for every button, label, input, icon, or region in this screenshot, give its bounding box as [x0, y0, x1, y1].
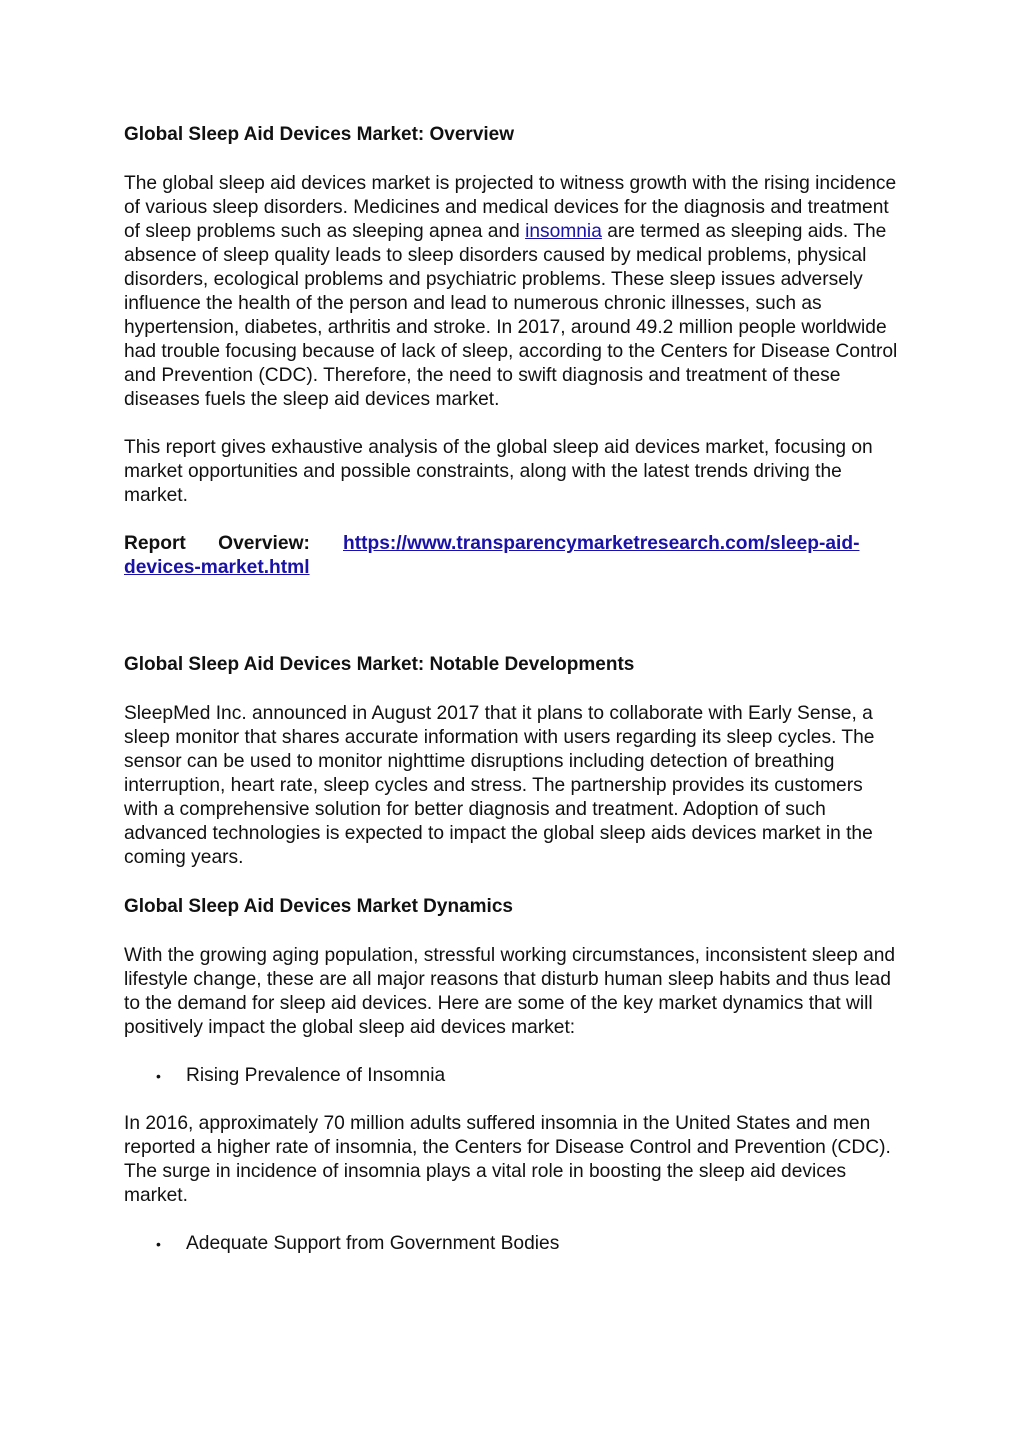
developments-heading: Global Sleep Aid Devices Market: Notable Developments: [124, 654, 635, 675]
overview-text-end: are termed as sleeping aids. The absence of sleep quality leads to sleep disorders caused by medical problems, physical disorders, ecological problems and psychiatric problems. These sleep issues adversely influence the health of the person and lead to numerous chronic illnesses, such as hypertension, diabetes, arthritis and stroke. In 2017, around 49.2 million people worldwide had trouble focusing because of lack of sleep, according to the Centers for Disease Control and Prevention (CDC). Therefore, the need to swift diagnosis and treatment of these diseases fuels the sleep aid devices market.: [124, 221, 898, 410]
bullet-text-government: Adequate Support from Government Bodies: [186, 1233, 560, 1254]
report-overview-label: Report Overview:: [124, 533, 310, 554]
insomnia-link[interactable]: insomnia: [525, 221, 602, 242]
insomnia-paragraph: In 2016, approximately 70 million adults suffered insomnia in the United States and men reported a higher rate of insomnia, the Centers for Disease Control and Prevention (CDC). The surge in incidence of insomnia plays a vital role in boosting the sleep aid devices market.: [124, 1113, 891, 1206]
dynamics-bullet-list-2: [124, 1232, 902, 1256]
dynamics-paragraph: With the growing aging population, stressful working circumstances, inconsistent sleep and lifestyle change, these are all major reasons that disturb human sleep habits and thus lead to the demand for sleep aid devices. Here are some of the key market dynamics that will positively impact the global sleep aid devices market:: [124, 945, 896, 1038]
developments-paragraph: SleepMed Inc. announced in August 2017 that it plans to collaborate with Early Sense, a sleep monitor that shares accurate information with users regarding its sleep cycles. The sensor can be used to monitor nighttime disruptions including detection of breathing interruption, heart rate, sleep cycles and stress. The partnership provides its customers with a comprehensive solution for better diagnosis and treatment. Adoption of such advanced technologies is expected to impact the global sleep aids devices market in the coming years.: [124, 703, 875, 868]
report-overview-line: [124, 532, 902, 580]
overview-heading: Global Sleep Aid Devices Market: Overview: [124, 124, 515, 145]
bullet-icon: •: [156, 1236, 161, 1252]
bullet-icon: •: [156, 1068, 161, 1084]
document-page: [124, 122, 902, 1256]
overview-paragraph: [124, 172, 902, 412]
report-summary-paragraph: This report gives exhaustive analysis of the global sleep aid devices market, focusing on market opportunities and possible constraints, along with the latest trends driving the market.: [124, 437, 873, 506]
dynamics-heading: Global Sleep Aid Devices Market Dynamics: [124, 896, 513, 917]
list-item: [124, 1232, 902, 1256]
list-item: [124, 1064, 902, 1088]
bullet-text-insomnia: Rising Prevalence of Insomnia: [186, 1065, 446, 1086]
dynamics-bullet-list-1: [124, 1064, 902, 1088]
overview-text-start: The global sleep aid devices market is projected to witness growth with the rising incidence of various sleep disorders. Medicines and medical devices for the diagnosis and treatment of sleep problems such as sleeping apnea and: [124, 173, 897, 242]
report-overview-link[interactable]: https://www.transparencymarketresearch.com/sleep-aid-devices-market.html: [124, 533, 860, 578]
